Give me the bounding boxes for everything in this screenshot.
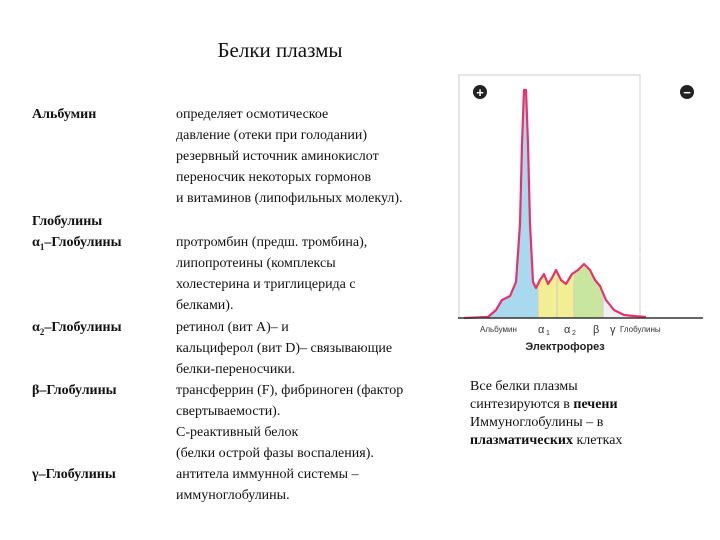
desc-alpha2 bbox=[176, 317, 392, 380]
desc-line: протромбин (предш. тромбина), bbox=[176, 235, 368, 250]
term-alpha1-label: –Глобулины bbox=[44, 235, 122, 250]
term-globulins: Глобулины bbox=[32, 214, 103, 229]
axis-label-gamma: γ bbox=[610, 324, 616, 336]
desc-line: определяет осмотическое bbox=[176, 107, 329, 122]
subscript: 2 bbox=[39, 326, 45, 337]
desc-line: кальциферол (вит D)– связывающие bbox=[176, 341, 393, 356]
beta-symbol: β bbox=[32, 383, 40, 398]
subscript: 1 bbox=[39, 241, 45, 252]
desc-line: антитела иммунной системы – bbox=[176, 467, 359, 482]
term-albumin: Альбумин bbox=[32, 107, 97, 122]
note-line bbox=[470, 432, 710, 450]
desc-line: иммуноглобулины. bbox=[176, 488, 290, 503]
desc-gamma bbox=[176, 464, 359, 506]
pct-beta: 8,5-14,5% bbox=[579, 230, 621, 240]
minus-sign: − bbox=[683, 85, 691, 100]
figure-caption: Электрофорез bbox=[525, 341, 605, 353]
axis-label-alpha1: α bbox=[538, 324, 545, 336]
desc-line: резервный источник аминокислот bbox=[176, 149, 379, 164]
desc-line: трансферрин (F), фибриноген (фактор bbox=[176, 383, 404, 398]
pct-albumin: 52-58% bbox=[535, 95, 567, 105]
desc-line: и витаминов (липофильных молекул). bbox=[176, 191, 403, 206]
pct-gamma: 10-21% bbox=[618, 247, 650, 257]
note-line bbox=[470, 396, 710, 414]
alpha-symbol: α bbox=[32, 320, 40, 335]
axis-label-beta: β bbox=[593, 324, 600, 336]
note-text: синтезируются в bbox=[470, 397, 574, 412]
note-line bbox=[470, 414, 710, 432]
note-text: клетках bbox=[573, 433, 623, 448]
term-alpha2-label: –Глобулины bbox=[44, 320, 122, 335]
desc-line: переносчик некоторых гормонов bbox=[176, 170, 372, 185]
term-beta-label: –Глобулины bbox=[39, 383, 117, 398]
desc-line: давление (отеки при голодании) bbox=[176, 128, 368, 143]
desc-line: белками). bbox=[176, 298, 234, 313]
note-text: Иммуноглобулины – в bbox=[470, 415, 604, 430]
note-bold-liver: печени bbox=[573, 397, 618, 412]
axis-label-albumin: Альбумин bbox=[480, 325, 517, 334]
gamma-symbol: γ bbox=[32, 467, 39, 482]
term-gamma-label: –Глобулины bbox=[38, 467, 116, 482]
desc-albumin bbox=[176, 104, 403, 209]
page-title: Белки плазмы bbox=[217, 38, 343, 62]
synthesis-note bbox=[470, 378, 710, 450]
term-gamma bbox=[32, 464, 116, 485]
axis-label-alpha2: α bbox=[564, 324, 571, 336]
desc-line: (белки острой фазы воспаления). bbox=[176, 446, 374, 461]
term-alpha1 bbox=[32, 232, 122, 258]
desc-alpha1 bbox=[176, 232, 367, 316]
axis-label-alpha1-sub: 1 bbox=[546, 330, 550, 337]
term-beta bbox=[32, 380, 117, 401]
pct-alpha2: 6,1-10,1% bbox=[561, 210, 603, 220]
axis-label-alpha2-sub: 2 bbox=[572, 330, 576, 337]
pct-alpha1: 2,4-4,4% bbox=[542, 192, 579, 202]
desc-beta bbox=[176, 380, 403, 464]
desc-line: липопротеины (комплексы bbox=[176, 256, 336, 271]
plus-sign: + bbox=[476, 85, 484, 100]
desc-line: ретинол (вит А)– и bbox=[176, 320, 289, 335]
note-text: Все белки плазмы bbox=[470, 379, 578, 394]
desc-line: свертываемости). bbox=[176, 404, 281, 419]
note-bold-plasma: плазматических bbox=[470, 433, 573, 448]
desc-line: белки-переносчики. bbox=[176, 362, 296, 377]
term-alpha2 bbox=[32, 317, 122, 343]
note-line bbox=[470, 378, 710, 396]
desc-line: холестерина и триглицерида с bbox=[176, 277, 356, 292]
electrophoresis-figure bbox=[458, 74, 705, 364]
desc-line: С-реактивный белок bbox=[176, 425, 299, 440]
alpha-symbol: α bbox=[32, 235, 40, 250]
axis-label-globulins: Глобулины bbox=[620, 325, 661, 334]
